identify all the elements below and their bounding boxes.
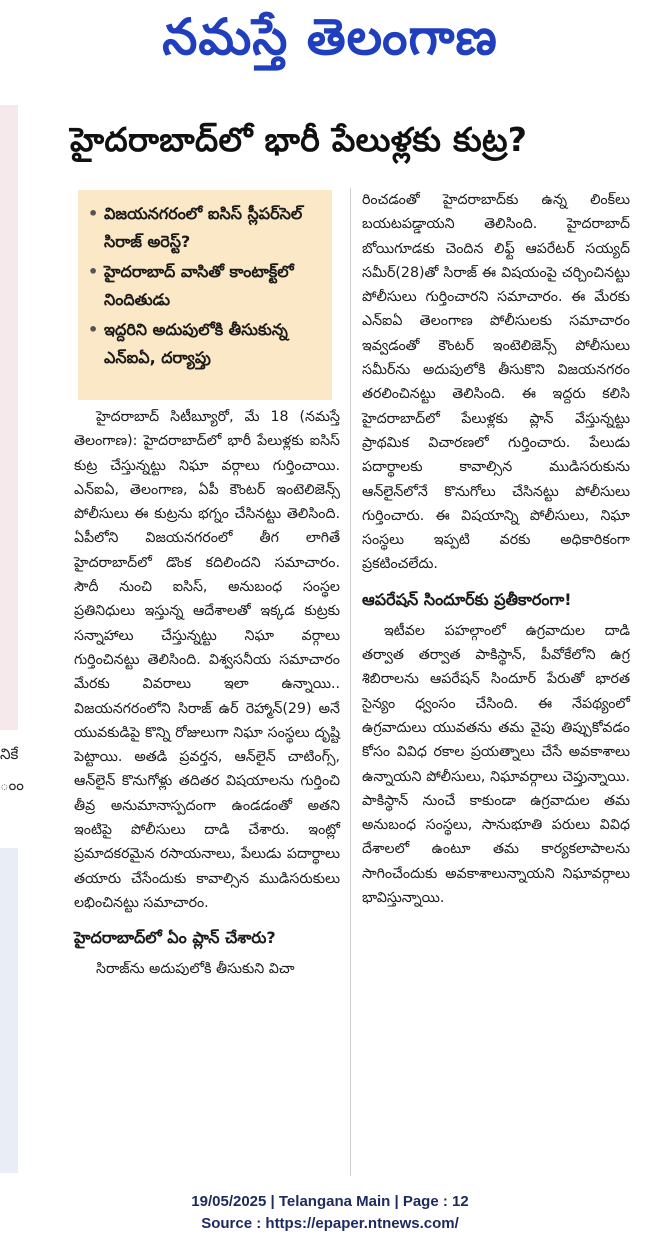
section-subhead: హైదరాబాద్‌లో ఏం ప్లాన్ చేశారు?	[74, 928, 276, 948]
footer-source-link[interactable]: Source : https://epaper.ntnews.com/	[201, 1215, 459, 1232]
highlight-item	[88, 200, 326, 256]
bullet-icon: •	[88, 320, 99, 339]
article-column-right	[362, 188, 630, 910]
column-divider	[350, 188, 351, 1176]
highlight-text: ఇద్దరిని అదుపులోకి తీసుకున్న ఎన్ఐఏ, దర్యాప్తు	[104, 320, 288, 367]
article-column-left	[74, 405, 340, 982]
adjacent-text-fragment-2: ంం	[0, 776, 24, 794]
newspaper-masthead: నమస్తే తెలంగాణ	[162, 8, 498, 66]
adjacent-article-strip-lower	[0, 848, 18, 1173]
highlight-item	[88, 316, 326, 372]
body-paragraph: సిరాజ్‌ను అదుపులోకి తీసుకుని విచా	[96, 961, 295, 978]
article-headline: హైదరాబాద్‌లో భారీ పేలుళ్లకు కుట్ర?	[70, 120, 528, 159]
highlight-text: విజయనగరంలో ఐసిస్ స్లీపర్‌సెల్ సిరాజ్ అరెస్ట్?	[104, 204, 303, 251]
highlight-item	[88, 258, 326, 314]
highlight-text: హైదరాబాద్ వాసితో కాంటాక్ట్‌లో నిందితుడు	[104, 262, 294, 309]
bullet-icon: •	[88, 262, 99, 281]
adjacent-text-fragment: నికే	[0, 745, 19, 763]
bullet-icon: •	[88, 204, 99, 223]
highlights-box	[78, 190, 332, 400]
adjacent-article-strip	[0, 105, 18, 730]
body-paragraph: హైదరాబాద్ సిటీబ్యూరో, మే 18 (నమస్తే తెలంగాణ): హైదరాబాద్‌లో భారీ పేలుళ్లకు ఐసిస్ కుట్ర చేస్తున్నట్టు నిఘా వర్గాలు గుర్తించాయి. ఎన్ఐఏ, తెలంగాణ, ఏపీ కౌంటర్ ఇంటెలిజెన్స్ పోలీసులు ఈ కుట్రను భగ్నం చేసినట్టు తెలిసింది. ఏపీలోని విజయనగరంలో తీగ లాగితే హైదరాబాద్‌లో డొంక కదిలిందని సమాచారం. సౌదీ నుంచి ఐసిస్, అనుబంధ సంస్థల ప్రతినిధులు ఇస్తున్న ఆదేశాలతో ఇక్కడ కుట్రకు సన్నాహాలు చేస్తున్నట్టు నిఘా వర్గాలు గుర్తించినట్టు తెలిసింది. విశ్వసనీయ సమాచారం మేరకు వివరాలు ఇలా ఉన్నాయి.. విజయనగరంలోని సిరాజ్ ఉర్ రెహ్మాన్(29) అనే యువకుడిపై కొన్ని రోజులుగా నిఘా సంస్థలు దృష్టి పెట్టాయి. అతడి ప్రవర్తన, ఆన్‌లైన్ చాటింగ్స్, ఆన్‌లైన్ కొనుగోళ్లు తదితర విషయాలను గుర్తించి తీవ్ర అనుమానాస్పదంగా ఉండడంతో అతని ఇంటిపై పోలీసులు దాడి చేశారు. ఇంట్లో ప్రమాదకరమైన రసాయనాలు, పేలుడు పదార్థాలు తయారు చేసేందుకు కావాల్సిన ముడిసరుకులు లభించినట్టు సమాచారం.	[74, 409, 340, 911]
body-paragraph: రించడంతో హైదరాబాద్‌కు ఉన్న లింక్‌లు బయటపడ్డాయని తెలిసింది. హైదరాబాద్ బోయిగూడకు చెందిన లిఫ్ట్ ఆపరేటర్ సయ్యద్ సమీర్(28)తో సిరాజ్ ఈ విషయంపై చర్చించినట్టు పోలీసులు గుర్తించారని సమాచారం. ఈ మేరకు ఎన్ఐఏ తెలంగాణ పోలీసులకు సమాచారం ఇవ్వడంతో కౌంటర్ ఇంటెలిజెన్స్ పోలీసులు సమీర్‌ను అదుపులోకి తీసుకొని విజయనగరం తరలించినట్టు తెలిసింది. ఈ ఇద్దరు కలిసి హైదరాబాద్‌లో పేలుళ్లకు ప్లాన్ వేస్తున్నట్టు ప్రాథమిక విచారణలో గుర్తించారు. పేలుడు పదార్థాలకు కావాల్సిన ముడిసరుకును ఆన్‌లైన్‌లోనే కొనుగోలు చేసినట్టు పోలీసులు గుర్తించారు. ఈ విషయాన్ని పోలీసులు, నిఘా సంస్థలు ఇప్పటి వరకు అధికారికంగా ప్రకటించలేదు.	[362, 192, 630, 573]
footer-date-page: 19/05/2025 | Telangana Main | Page : 12	[191, 1193, 469, 1210]
body-paragraph: ఇటీవల పహల్గాంలో ఉగ్రవాదుల దాడి తర్వాత తర్వాత పాకిస్థాన్, పీవోకేలోని ఉగ్ర శిబిరాలను ఆపరేషన్ సిందూర్ పేరుతో భారత సైన్యం ధ్వంసం చేసింది. ఈ నేపథ్యంలో ఉగ్రవాదులు యువతను తమ వైపు తిప్పుకోవడం కోసం వివిధ రకాల ప్రయత్నాలు చేసే అవకాశాలు ఉన్నాయని పోలీసులు, నిఘావర్గాలు చెప్తున్నాయి. పాకిస్థాన్ నుంచే కాకుండా ఉగ్రవాదుల తమ అనుబంధ సంస్థలు, సానుభూతి పరులు వివిధ దేశాలలో ఉంటూ తమ కార్యకలాపాలను సాగించేందుకు అవకాశాలున్నాయని నిఘావర్గాలు భావిస్తున్నాయి.	[362, 622, 630, 907]
section-subhead: ఆపరేషన్ సిందూర్‌కు ప్రతీకారంగా!	[362, 589, 572, 609]
